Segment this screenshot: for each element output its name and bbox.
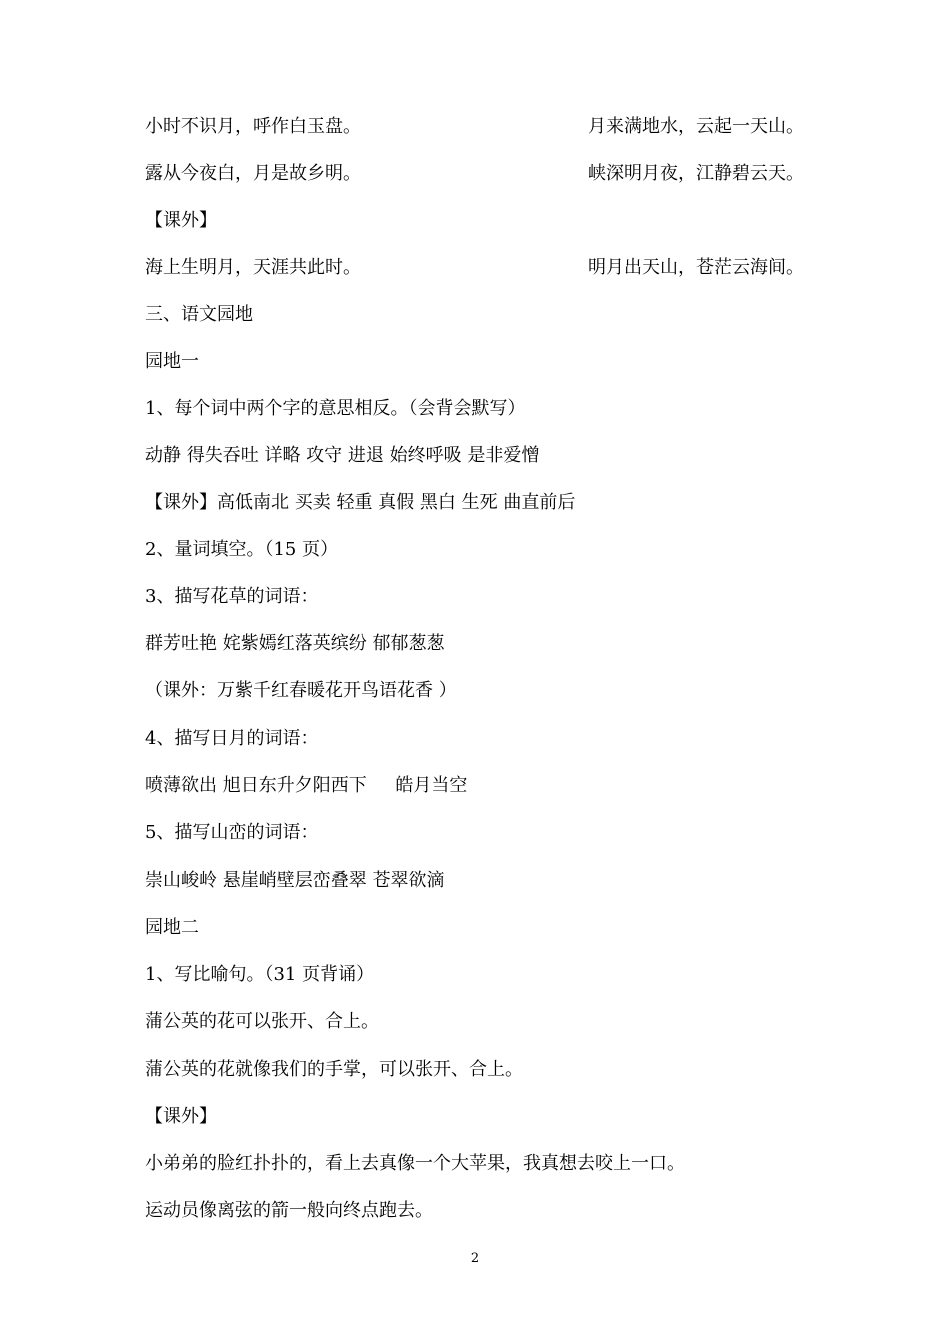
garden-two-extra-2: 运动员像离弦的箭一般向终点跑去。 bbox=[145, 1200, 433, 1221]
garden-one-item-1-extra: 【课外】高低南北 买卖 轻重 真假 黑白 生死 曲直前后 bbox=[145, 492, 576, 513]
garden-one-item-1-words: 动静 得失吞吐 详略 攻守 进退 始终呼吸 是非爱憎 bbox=[145, 445, 540, 466]
poem-line-2-right: 峡深明月夜，江静碧云天。 bbox=[588, 163, 804, 184]
garden-two-example-2: 蒲公英的花就像我们的手掌，可以张开、合上。 bbox=[145, 1059, 523, 1080]
poem-line-1-right: 月来满地水，云起一天山。 bbox=[588, 116, 804, 137]
garden-one-item-4: 4、描写日月的词语： bbox=[145, 728, 319, 749]
poem-line-3-left: 海上生明月，天涯共此时。 bbox=[145, 257, 361, 278]
garden-one-item-3-extra: （课外：万紫千红春暖花开鸟语花香 ） bbox=[145, 680, 457, 701]
garden-one-item-5: 5、描写山峦的词语： bbox=[145, 822, 319, 843]
garden-two-item-1: 1、写比喻句。（31 页背诵） bbox=[145, 964, 375, 985]
poem-line-2-left: 露从今夜白，月是故乡明。 bbox=[145, 163, 361, 184]
extra-label-garden-two: 【课外】 bbox=[145, 1106, 217, 1127]
garden-one-title: 园地一 bbox=[145, 351, 199, 372]
extra-label-poems: 【课外】 bbox=[145, 210, 217, 231]
garden-one-item-4-words: 喷薄欲出 旭日东升夕阳西下 皓月当空 bbox=[145, 775, 468, 796]
garden-one-item-3: 3、描写花草的词语： bbox=[145, 586, 319, 607]
page-number: 2 bbox=[470, 1251, 480, 1266]
garden-one-item-1: 1、每个词中两个字的意思相反。（会背会默写） bbox=[145, 398, 526, 419]
garden-two-extra-1: 小弟弟的脸红扑扑的，看上去真像一个大苹果，我真想去咬上一口。 bbox=[145, 1153, 685, 1174]
poem-line-3-right: 明月出天山，苍茫云海间。 bbox=[588, 257, 804, 278]
garden-one-item-5-words: 崇山峻岭 悬崖峭壁层峦叠翠 苍翠欲滴 bbox=[145, 870, 445, 891]
garden-one-item-2: 2、量词填空。（15 页） bbox=[145, 539, 339, 560]
garden-one-item-3-words: 群芳吐艳 姹紫嫣红落英缤纷 郁郁葱葱 bbox=[145, 633, 445, 654]
poem-line-1-left: 小时不识月，呼作白玉盘。 bbox=[145, 116, 361, 137]
section-title: 三、语文园地 bbox=[145, 304, 253, 325]
garden-two-example-1: 蒲公英的花可以张开、合上。 bbox=[145, 1011, 379, 1032]
garden-two-title: 园地二 bbox=[145, 917, 199, 938]
